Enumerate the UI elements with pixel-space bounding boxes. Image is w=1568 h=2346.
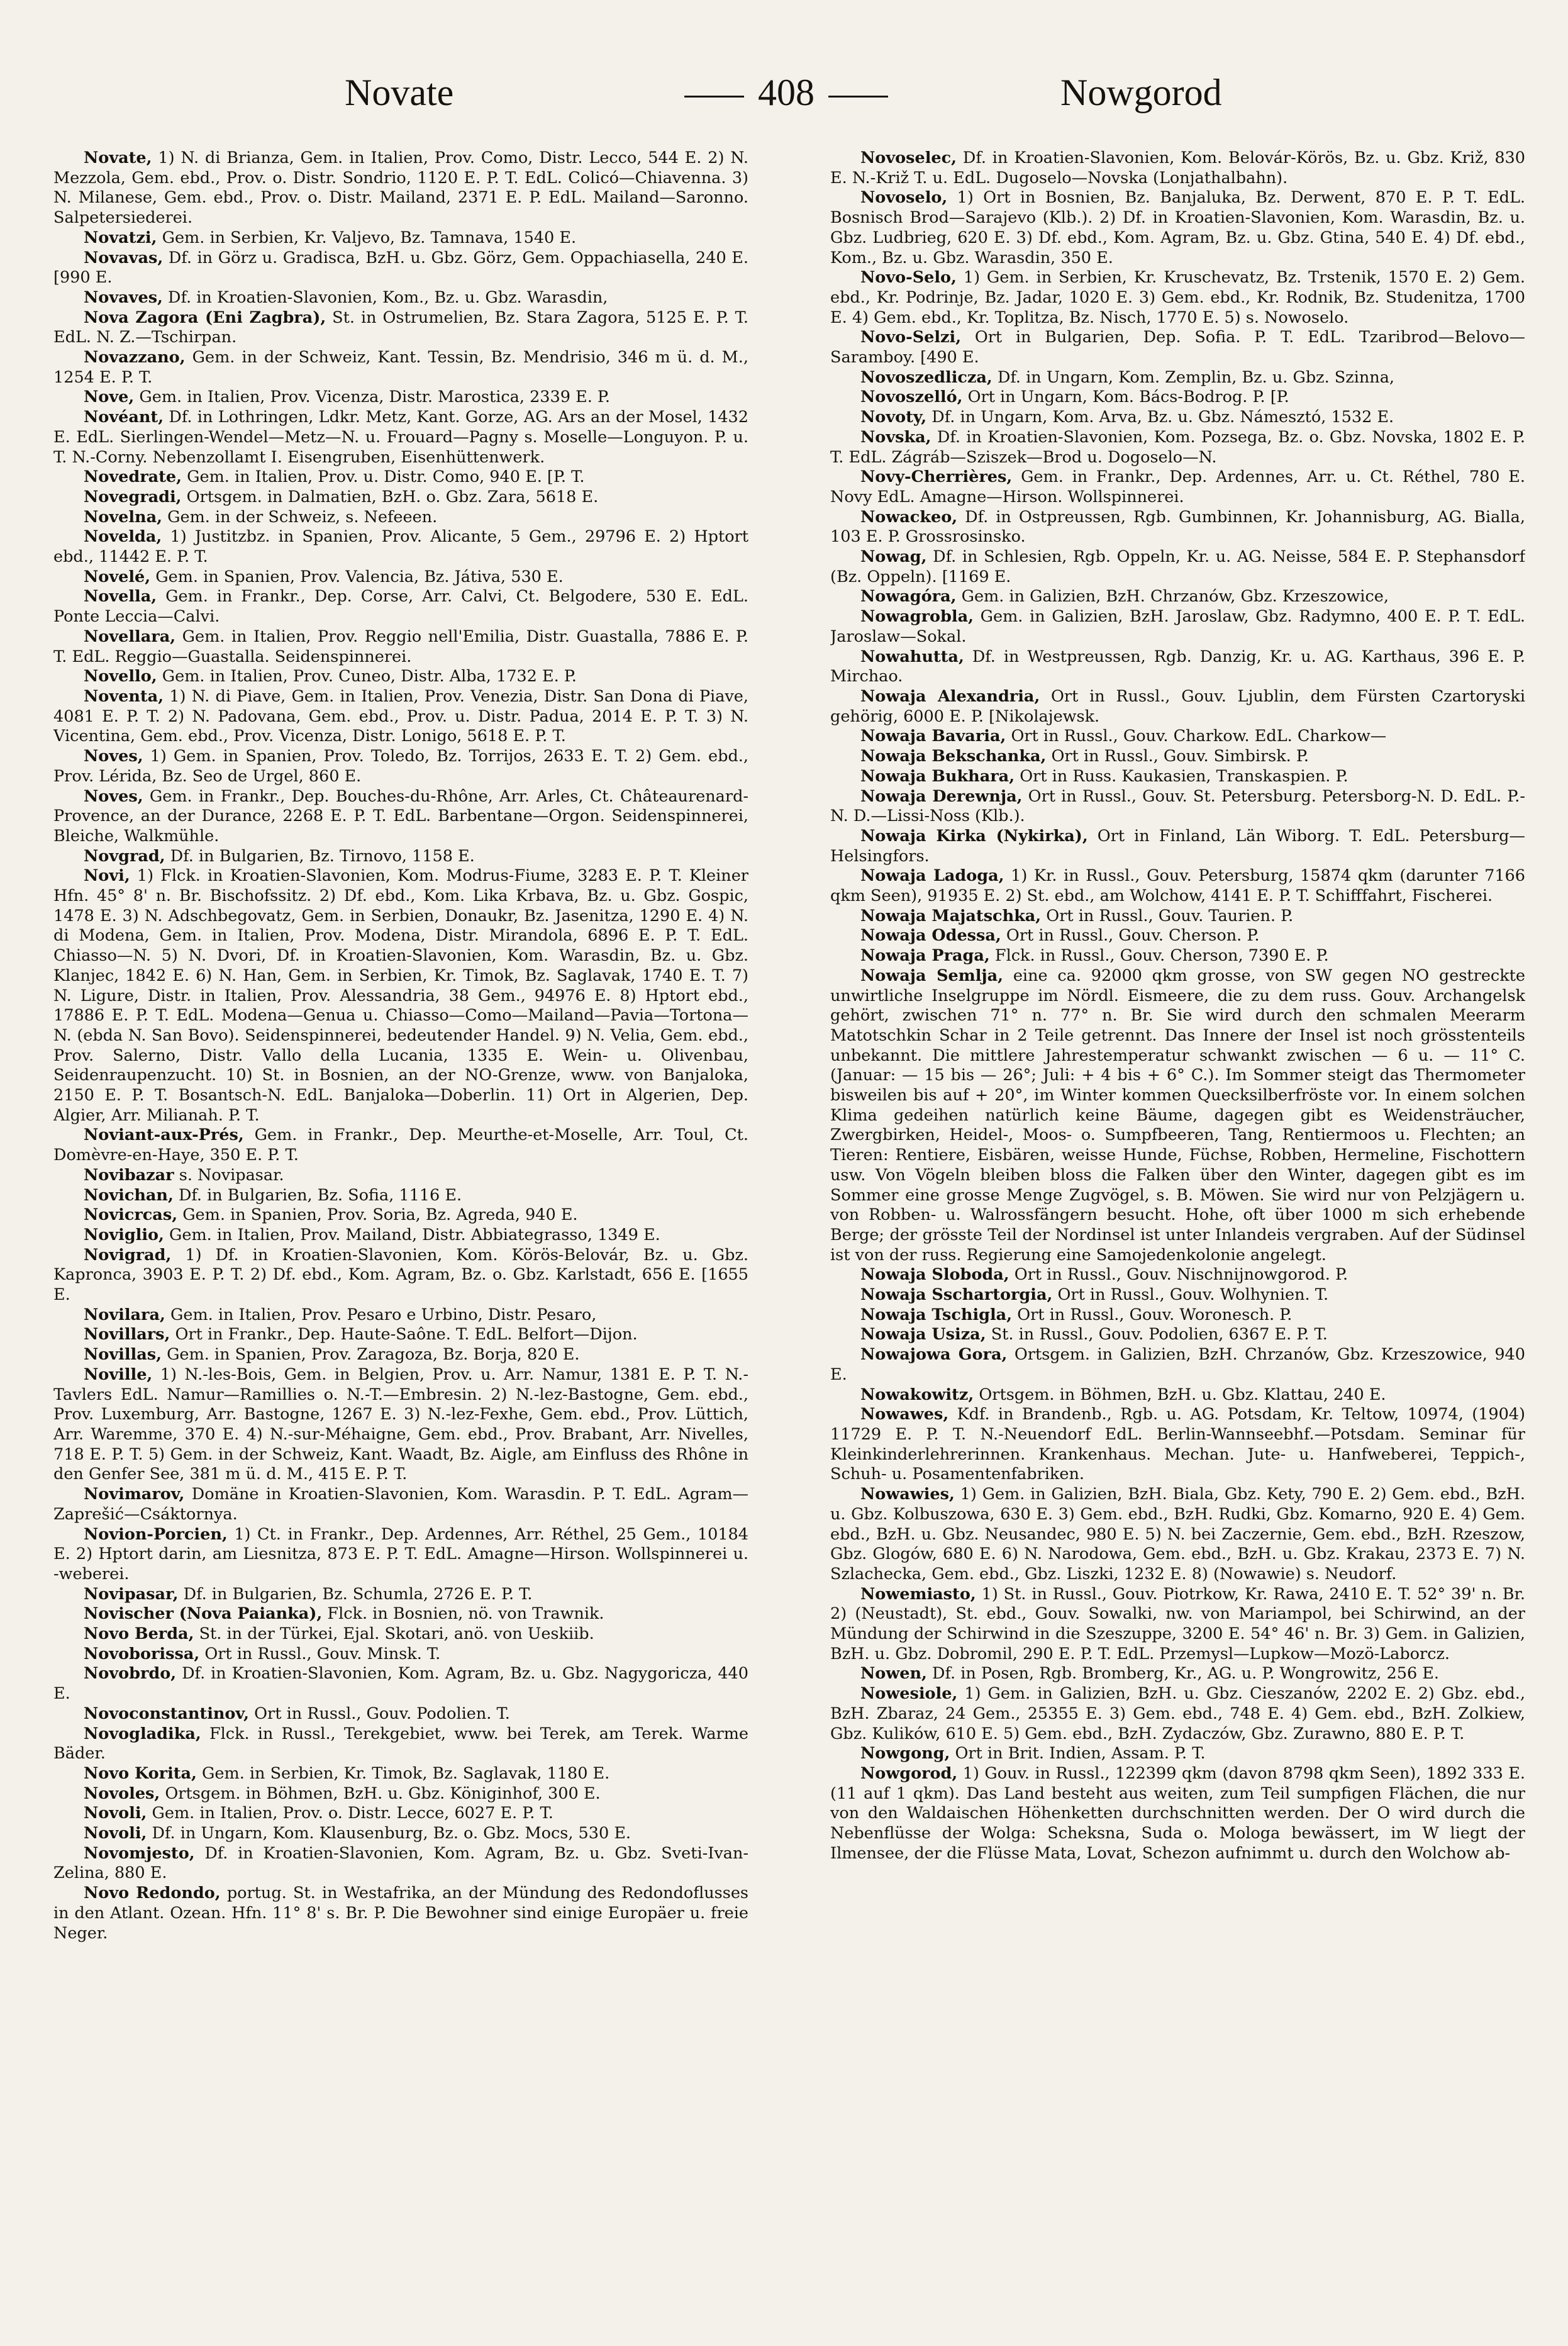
entry-text: Df. in Schlesien, Rgb. Oppeln, Kr. u. AG. Neisse, 584 E. P. Stephansdorf (Bz. Oppeln). [1169 E. [830,547,1525,586]
gazetteer-entry [53,1645,748,1665]
entry-text: Ort in Russl., Gouv. Woronesch. P. [1017,1305,1293,1324]
entry-headword: Nowaja Odessa, [860,926,1001,946]
gazetteer-entry [830,866,1525,906]
entry-headword: Novoli, [84,1824,147,1843]
gazetteer-entry [53,1325,748,1345]
gazetteer-entry [830,926,1525,946]
entry-headword: Nowahutta, [860,647,964,666]
entry-text: Gem. in Galizien, BzH. Jaroslaw, Gbz. Radymno, 400 E. P. T. EdL. Jaroslaw—Sokal. [830,607,1525,646]
entry-headword: Nowakowitz, [860,1385,974,1404]
entry-text: St. in Russl., Gouv. Podolien, 6367 E. P. T. [991,1325,1328,1344]
left-column [53,148,748,2313]
entry-headword: Novello, [84,667,157,686]
gazetteer-entry [53,288,748,308]
entry-text: Df. in Görz u. Gradisca, BzH. u. Gbz. Görz, Gem. Oppachiasella, 240 E. [990 E. [53,248,748,288]
entry-headword: Nowaja Ladoga, [860,866,1004,886]
gazetteer-entry [53,667,748,687]
entry-text: Ort in Russl., Gouv. St. Petersburg. Petersborg-N. D. EdL. P.-N. D.—Lissi-Noss (Klb.). [830,786,1525,826]
gazetteer-entry [53,1585,748,1605]
entry-headword: Novedrate, [84,467,182,487]
gazetteer-entry [53,508,748,528]
entry-text: 1) N.-les-Bois, Gem. in Belgien, Prov. u. Arr. Namur, 1381 E. P. T. N.-Tavlers EdL. Namur—Ramillies o. N.-T.—Embresin. 2) N.-lez-Bastogne, Gem. ebd., Prov. Luxemburg, Arr. Bastogne, 1267 E. 3) N.-lez-Fexhe, Gem. ebd., Prov. Lüttich, Arr. Waremme, 370 E. 4) N.-sur-Méhaigne, Gem. ebd., Prov. Brabant, Arr. Nivelles, 718 E. P. T. 5) Gem. in der Schweiz, Kant. Waadt, Bz. Aigle, am Einfluss des Rhône in den Genfer See, 381 m ü. d. M., 415 E. P. T. [53,1365,748,1484]
entry-text: Gem. in Spanien, Prov. Zaragoza, Bz. Borja, 820 E. [167,1345,580,1365]
gazetteer-entry [53,1166,748,1186]
gazetteer-entry [53,567,748,588]
gazetteer-entry [53,627,748,667]
entry-text: 1) Gem. in Serbien, Kr. Kruschevatz, Bz. Trstenik, 1570 E. 2) Gem. ebd., Kr. Podrinje, Bz. Jadar, 1020 E. 3) Gem. ebd., Kr. Rodnik, Bz. Studenitza, 1700 E. 4) Gem. ebd., Kr. Toplitza, Bz. Nisch, 1770 E. 5) s. Nowoselo. [830,268,1525,327]
gazetteer-entry [830,428,1525,467]
entry-headword: Novillars, [84,1325,170,1344]
entry-headword: Novoszelló, [860,388,963,407]
right-column [830,148,1525,2313]
entry-headword: Noves, [84,747,143,766]
gazetteer-entry [830,1684,1525,1744]
entry-text: Df. in Posen, Rgb. Bromberg, Kr., AG. u. P. Wongrowitz, 256 E. [932,1664,1440,1684]
entry-text: 1) Kr. in Russl., Gouv. Petersburg, 15874 qkm (darunter 7166 qkm Seen), 91935 E. 2) St. ebd., am Wolchow, 4141 E. P. T. Schifffahrt, Fischerei. [830,866,1525,906]
entry-headword: Nowajowa Gora, [860,1345,1008,1365]
entry-text: Gem. in Italien, Prov. u. Distr. Como, 940 E. [P. T. [187,467,585,487]
entry-headword: Noviant-aux-Prés, [84,1126,244,1145]
gazetteer-entry [830,587,1525,607]
entry-text: Gem. in Serbien, Kr. Valjevo, Bz. Tamnava, 1540 E. [162,228,577,247]
gazetteer-entry [53,1884,748,1943]
header-page-number-group [629,58,943,127]
gazetteer-entry [53,1246,748,1305]
entry-text: 1) Ort in Bosnien, Bz. Banjaluka, Bz. Derwent, 870 E. P. T. EdL. Bosnisch Brod—Sarajevo (Klb.). 2) Df. in Kroatien-Slavonien, Kom. Warasdin, Bz. u. Gbz. Ludbrieg, 620 E. 3) Df. ebd., Kom. Agram, Bz. u. Gbz. Gtina, 540 E. 4) Df. ebd., Kom., Bz. u. Gbz. Warasdin, 350 E. [830,188,1525,267]
gazetteer-entry [830,368,1525,388]
entry-text: Gem. in Italien, Prov. Pesaro e Urbino, Distr. Pesaro, [170,1305,597,1324]
entry-text: 1) Gouv. in Russl., 122399 qkm (davon 8798 qkm Seen), 1892 333 E. (11 auf 1 qkm). Das Land besteht aus weiten, zum Teil sumpfigen Flächen, die nur von den Waldaischen Höhenketten durchschnitten werden. Der O wird durch die Nebenflüsse der Wolga: Scheksna, Suda o. Mologa bewässert, im W liegt der Ilmensee, der die Flüsse Mata, Lovat, Schezon aufnimmt u. durch den Wolchow ab- [830,1763,1525,1863]
entry-text: Gem. in der Schweiz, s. Nefeeen. [167,507,438,527]
gazetteer-entry [53,1186,748,1206]
gazetteer-entry [53,1226,748,1246]
entry-headword: Nowawes, [860,1405,949,1424]
entry-headword: Novoles, [84,1784,160,1803]
entry-headword: Novo-Selzi, [860,328,962,347]
gazetteer-entry [830,547,1525,587]
entry-headword: Nowgong, [860,1744,950,1763]
entry-text: 1) N. di Piave, Gem. in Italien, Prov. Venezia, Distr. San Dona di Piave, 4081 E. P. T. 2) N. Padovana, Gem. ebd., Prov. u. Distr. Padua, 2014 E. P. T. 3) N. Vicentina, Gem. ebd., Prov. Vicenza, Distr. Lonigo, 5618 E. P. T. [53,686,748,746]
entry-headword: Novischer (Nova Paianka), [84,1604,323,1624]
entry-headword: Nova Zagora (Eni Zagbra), [84,308,326,327]
entry-text: Gem. in Serbien, Kr. Timok, Bz. Saglavak, 1180 E. [202,1763,610,1783]
gazetteer-entry [53,1604,748,1624]
gazetteer-entry [830,1385,1525,1405]
entry-text: Df. in Bulgarien, Bz. Schumla, 2726 E. P. T. [183,1584,533,1604]
gazetteer-entry [830,508,1525,547]
entry-text: Gem. in Galizien, BzH. Chrzanów, Gbz. Krzeszowice, [961,587,1389,606]
gazetteer-entry [830,188,1525,268]
entry-headword: Novillas, [84,1345,162,1365]
entry-headword: Nowaja Bavaria, [860,727,1006,746]
gazetteer-entry [53,308,748,348]
entry-text: Ort in Russl., Gouv. Taurien. P. [1046,906,1294,925]
entry-text: Ort in Bulgarien, Dep. Sofia. P. T. EdL. Tzaribrod—Belovo—Saramboy. [490 E. [830,328,1525,367]
gazetteer-entry [830,408,1525,428]
header-right-word: Nowgorod [1060,72,1222,113]
gazetteer-entry [53,408,748,467]
gazetteer-entry [830,1764,1525,1864]
entry-headword: Novo-Selo, [860,268,957,288]
gazetteer-entry [830,388,1525,408]
gazetteer-entry [53,1704,748,1724]
entry-text: Flck. in Russl., Terekgebiet, www. bei Terek, am Terek. Warme Bäder. [53,1724,748,1763]
entry-headword: Novilara, [84,1305,165,1324]
gazetteer-entry [830,1664,1525,1684]
gazetteer-entry [53,1205,748,1226]
entry-text: 1) Gem. in Galizien, BzH. Biala, Gbz. Kety, 790 E. 2) Gem. ebd., BzH. u. Gbz. Kolbuszowa, 630 E. 3) Gem. ebd., BzH. Rudki, Gbz. Komarno, 920 E. 4) Gem. ebd., BzH. u. Gbz. Neusandec, 980 E. 5) N. bei Zaczernie, Gem. ebd., BzH. Rzeszow, Gbz. Glogów, 680 E. 6) N. Narodowa, Gem. ebd., BzH. u. Gbz. Krakau, 2373 E. 7) N. Szlachecka, Gem. ebd., Gbz. Liszki, 1232 E. 8) (Nowawie) s. Neudorf. [830,1485,1525,1584]
entry-text: 1) Gem. in Galizien, BzH. u. Gbz. Cieszanów, 2202 E. 2) Gbz. ebd., BzH. Zbaraz, 24 Gem., 25355 E. 3) Gem. ebd., 748 E. 4) Gem. ebd., BzH. Zolkiew, Gbz. Kulików, 610 E. 5) Gem. ebd., BzH. Zydaczów, Gbz. Zurawno, 880 E. P. T. [830,1684,1525,1743]
entry-headword: Novelna, [84,507,162,527]
entry-text: Gem. in Spanien, Prov. Valencia, Bz. Játiva, 530 E. [155,567,564,586]
gazetteer-entry [53,1345,748,1365]
entry-text: Ortsgem. in Böhmen, BzH. u. Gbz. Klattau, 240 E. [979,1385,1386,1404]
entry-headword: Novavas, [84,248,164,267]
gazetteer-entry [53,488,748,508]
entry-text: Gem. in Frankr., Dep. Corse, Arr. Calvi, Ct. Belgodere, 530 E. EdL. Ponte Leccia—Calvi. [53,587,748,627]
gazetteer-entry [830,148,1525,188]
entry-text: Ort in Russl., Gouv. Minsk. T. [204,1644,441,1663]
entry-headword: Novoszedlicza, [860,367,993,387]
gazetteer-entry [53,1126,748,1165]
entry-headword: Novgrad, [84,846,165,866]
gazetteer-entry [830,1744,1525,1764]
entry-text: Gem. in Italien, Prov. Mailand, Distr. Abbiategrasso, 1349 E. [169,1225,660,1244]
gazetteer-entry [830,767,1525,787]
entry-headword: Novéant, [84,408,164,427]
entry-headword: Novska, [860,427,931,447]
entry-text: 1) Gem. in Spanien, Prov. Toledo, Bz. Torrijos, 2633 E. T. 2) Gem. ebd., Prov. Lérida, Bz. Seo de Urgel, 860 E. [53,747,748,786]
entry-headword: Novoselec, [860,148,957,167]
entry-headword: Novimarov, [84,1485,185,1504]
gazetteer-entry [830,1265,1525,1285]
entry-text: Df. in Ungarn, Kom. Arva, Bz. u. Gbz. Námesztó, 1532 E. [931,408,1394,427]
gazetteer-entry [53,1824,748,1844]
entry-text: Df. in Kroatien-Slavonien, Kom., Bz. u. Gbz. Warasdin, [168,288,608,307]
entry-text: St. in der Türkei, Ejal. Skotari, anö. von Ueskiib. [199,1624,594,1644]
entry-headword: Nowesiole, [860,1684,958,1704]
entry-headword: Novoli, [84,1804,147,1823]
entry-headword: Novellara, [84,627,176,646]
entry-headword: Nowaja Kirka (Nykirka), [860,826,1088,846]
entry-headword: Novomjesto, [84,1843,195,1863]
entry-text: Df. in Bulgarien, Bz. Sofia, 1116 E. [178,1185,462,1205]
entry-headword: Novichan, [84,1185,174,1205]
entry-text: St. in Ostrumelien, Bz. Stara Zagora, 5125 E. P. T. EdL. N. Z.—Tschirpan. [53,308,748,347]
gazetteer-entry [53,1664,748,1704]
gazetteer-entry [830,1405,1525,1485]
entry-text: 1) Flck. in Kroatien-Slavonien, Kom. Modrus-Fiume, 3283 E. P. T. Kleiner Hfn. 45° 8' n. Br. Bischofssitz. 2) Df. ebd., Kom. Lika Krbava, Bz. u. Gbz. Gospic, 1478 E. 3) N. Adschbegovatz, Gem. in Serbien, Donaukr, Bz. Jasenitza, 1290 E. 4) N. di Modena, Gem. in Italien, Prov. Modena, Distr. Mirandola, 6896 E. P. T. EdL. Chiasso—N. 5) N. Dvori, Df. in Kroatien-Slavonien, Kom. Warasdin, Bz. u. Gbz. Klanjec, 1842 E. 6) N. Han, Gem. in Serbien, Kr. Timok, Bz. Saglavak, 1740 E. T. 7) N. Ligure, Distr. in Italien, Prov. Alessandria, 38 Gem., 94976 E. 8) Hptort ebd., 17886 E. P. T. EdL. Modena—Genua u. Chiasso—Como—Mailand—Pavia—Tortona—N. (ebda N. San Bovo). Seidenspinnerei, bedeutender Handel. 9) N. Velia, Gem. ebd., Prov. Salerno, Distr. Vallo della Lucania, 1335 E. Wein- u. Olivenbau, Seidenraupenzucht. 10) St. in Bosnien, an der NO-Grenze, www. von Banjaloka, 2150 E. P. T. Bosantsch-N. EdL. Banjaloka—Doberlin. 11) Ort in Algerien, Dep. Algier, Arr. Milianah. P. T. [53,866,748,1125]
gazetteer-entry [53,228,748,249]
entry-text: Df. in Ungarn, Kom. Zemplin, Bz. u. Gbz. Szinna, [997,367,1395,387]
entry-headword: Nowen, [860,1664,927,1684]
entry-text: s. Novipasar. [179,1165,284,1185]
entry-headword: Novion-Porcien, [84,1524,228,1544]
gazetteer-entry [830,946,1525,966]
gazetteer-entry [830,1485,1525,1585]
gazetteer-entry [830,907,1525,927]
entry-headword: Nowaja Tschigla, [860,1305,1013,1324]
entry-headword: Novoty, [860,408,927,427]
entry-text: Ort in Russl., Gouv. Nischnijnowgorod. P. [1014,1265,1348,1285]
entry-text: Ort in Russ. Kaukasien, Transkaspien. P. [1020,766,1348,786]
entry-headword: Nowagrobla, [860,607,974,627]
page-number: 408 [758,72,815,113]
entry-headword: Nowawies, [860,1485,955,1504]
entry-headword: Nowaja Majatschka, [860,906,1042,925]
gazetteer-entry [830,747,1525,767]
entry-text: Df. in Ostpreussen, Rgb. Gumbinnen, Kr. Johannisburg, AG. Bialla, 103 E. P. Grossrosinsko. [830,507,1525,547]
entry-headword: Novoselo, [860,188,948,208]
gazetteer-entry [830,647,1525,687]
entry-text: Ortsgem. in Böhmen, BzH. u. Gbz. Königinhof, 300 E. [165,1784,601,1803]
entry-text: Flck. in Bosnien, nö. von Trawnik. [327,1604,604,1624]
gazetteer-entry [830,607,1525,647]
gazetteer-entry [830,328,1525,367]
gazetteer-entry [53,747,748,786]
entry-text: Ort in Russl., Gouv. Charkow. EdL. Charkow— [1011,727,1387,746]
gazetteer-entry [53,1784,748,1804]
entry-headword: Novatzi, [84,228,157,247]
entry-text: Ort in Finland, Län Wiborg. T. EdL. Petersburg—Helsingfors. [830,826,1525,866]
gazetteer-entry [830,1585,1525,1665]
entry-text: Df. in Kroatien-Slavonien, Kom. Pozsega, Bz. o. Gbz. Novska, 1802 E. P. T. EdL. Zágráb—Sziszek—Brod u. Dogoselo—N. [830,427,1525,467]
gazetteer-entry [53,388,748,408]
entry-text: Flck. in Russl., Gouv. Cherson, 7390 E. P. [994,946,1329,966]
entry-text: Ort in Frankr., Dep. Haute-Saône. T. EdL. Belfort—Dijon. [175,1325,638,1344]
entry-text: Gem. in Frankr., Dep. Bouches-du-Rhône, Arr. Arles, Ct. Châteaurenard-Provence, an der Durance, 2268 E. P. T. EdL. Barbentane—Orgon. Seidenspinnerei, Bleiche, Walkmühle. [53,786,748,846]
entry-headword: Novate, [84,148,152,167]
entry-headword: Noventa, [84,686,164,706]
entry-text: Df. in Kroatien-Slavonien, Kom. Agram, Bz. u. Gbz. Sveti-Ivan-Zelina, 880 E. [53,1843,748,1883]
entry-headword: Nowaja Bekschanka, [860,747,1047,766]
entry-text: 1) Df. in Kroatien-Slavonien, Kom. Körös-Belovár, Bz. u. Gbz. Kapronca, 3903 E. P. T. 2) Df. ebd., Kom. Agram, Bz. o. Gbz. Karlstadt, 656 E. [1655 E. [53,1245,748,1305]
entry-text: Df. in Bulgarien, Bz. Tirnovo, 1158 E. [170,846,475,866]
running-header [0,58,1568,127]
entry-headword: Novogladika, [84,1724,201,1743]
entry-text: Kdf. in Brandenb., Rgb. u. AG. Potsdam, Kr. Teltow, 10974, (1904) 11729 E. P. T. N.-Neuendorf EdL. Berlin-Wannseebhf.—Potsdam. Seminar für Kleinkinderlehrerinnen. Krankenhaus. Mechan. Jute- u. Hanfweberei, Teppich-, Schuh- u. Posamentenfabriken. [830,1405,1525,1484]
entry-text: Df. in Lothringen, Ldkr. Metz, Kant. Gorze, AG. Ars an der Mosel, 1432 E. EdL. Sierlingen-Wendel—Metz—N. u. Frouard—Pagny s. Moselle—Longuyon. P. u. T. N.-Corny. Nebenzollamt I. Eisengruben, Eisenhüttenwerk. [53,408,748,467]
entry-text: Gem. in Italien, Prov. o. Distr. Lecce, 6027 E. P. T. [152,1804,553,1823]
gazetteer-entry [53,866,748,1126]
entry-headword: Nowaja Sloboda, [860,1265,1009,1285]
entry-text: Gem. in Italien, Prov. Cuneo, Distr. Alba, 1732 E. P. [162,667,577,686]
entry-headword: Nowagóra, [860,587,957,606]
entry-text: 1) Justitzbz. in Spanien, Prov. Alicante, 5 Gem., 29796 E. 2) Hptort ebd., 11442 E. P. T. [53,527,748,567]
gazetteer-entry [53,1764,748,1784]
gazetteer-entry [53,249,748,288]
entry-headword: Novicrcas, [84,1205,178,1225]
entry-text: Ort in Russl., Gouv. Ljublin, dem Fürsten Czartoryski gehörig, 6000 E. P. [Nikolajewsk. [830,686,1525,726]
gazetteer-entry [830,268,1525,328]
entry-headword: Nowaja Bukhara, [860,766,1015,786]
entry-headword: Novo Korita, [84,1763,197,1783]
entry-text: Ort in Brit. Indien, Assam. P. T. [955,1744,1206,1763]
entry-text: Ort in Russl., Gouv. Podolien. T. [254,1704,510,1723]
entry-headword: Noville, [84,1365,153,1384]
gazetteer-entry [53,1305,748,1326]
entry-headword: Novobrdo, [84,1664,177,1684]
entry-headword: Novo Redondo, [84,1884,221,1903]
entry-headword: Nowaja Praga, [860,946,990,966]
entry-text: Ort in Russl., Gouv. Wolhynien. T. [1057,1285,1329,1305]
gazetteer-entry [53,348,748,388]
entry-text: Gem. in Italien, Prov. Reggio nell'Emilia, Distr. Guastalla, 7886 E. P. T. EdL. Reggio—Guastalla. Seidenspinnerei. [53,627,748,666]
entry-text: Df. in Westpreussen, Rgb. Danzig, Kr. u. AG. Karthaus, 396 E. P. Mirchao. [830,647,1525,686]
entry-headword: Nowag, [860,547,927,567]
gazetteer-entry [830,467,1525,507]
gazetteer-entry [830,727,1525,747]
entry-text: 1) St. in Russl., Gouv. Piotrkow, Kr. Rawa, 2410 E. T. 52° 39' n. Br. 2) (Neustadt), St. ebd., Gouv. Sowalki, nw. von Mariampol, bei Schirwind, an der Mündung der Schirwind in die Szeszuppe, 3200 E. 54° 46' n. Br. 3) Gem. in Galizien, BzH. u. Gbz. Dobromil, 290 E. P. T. EdL. Przemysl—Lupkow—Mozö-Laborcz. [830,1584,1525,1663]
gazetteer-entry [53,587,748,627]
entry-text: 1) N. di Brianza, Gem. in Italien, Prov. Como, Distr. Lecco, 544 E. 2) N. Mezzola, Gem. ebd., Prov. o. Distr. Sondrio, 1120 E. P. T. EdL. Colicó—Chiavenna. 3) N. Milanese, Gem. ebd., Prov. o. Distr. Mailand, 2371 E. P. EdL. Mailand—Saronno. Salpetersiederei. [53,148,748,228]
entry-headword: Novy-Cherrières, [860,467,1013,487]
entry-headword: Novegradi, [84,487,182,506]
entry-text: Gem. in Italien, Prov. Vicenza, Distr. Marostica, 2339 E. P. [139,388,611,407]
gazetteer-entry [830,1305,1525,1326]
entry-headword: Nowaja Derewnja, [860,786,1023,806]
entry-headword: Noviglio, [84,1225,164,1244]
entry-headword: Nove, [84,388,135,407]
gazetteer-entry [53,1365,748,1485]
gazetteer-entry [53,687,748,747]
entry-text: Ort in Russl., Gouv. Cherson. P. [1006,926,1260,946]
entry-text: Gem. in Spanien, Prov. Soria, Bz. Agreda, 940 E. [182,1205,578,1225]
gazetteer-entry [830,827,1525,866]
entry-text: 1) Ct. in Frankr., Dep. Ardennes, Arr. Réthel, 25 Gem., 10184 E. 2) Hptort darin, am Liesnitza, 873 E. P. T. EdL. Amagne—Hirson. Wollspinnerei u. -weberei. [53,1524,748,1584]
gazetteer-entry [53,527,748,567]
gazetteer-entry [53,1525,748,1585]
gazetteer-entry [830,687,1525,727]
entry-headword: Novelé, [84,567,151,586]
gazetteer-entry [830,1345,1525,1385]
entry-headword: Novoconstantinov, [84,1704,250,1723]
entry-headword: Novaves, [84,288,163,307]
entry-headword: Nowaja Usiza, [860,1325,986,1344]
header-dash-right [828,96,888,98]
gazetteer-entry [53,847,748,867]
entry-headword: Noves, [84,786,143,806]
entry-headword: Novoborissa, [84,1644,200,1663]
gazetteer-entry [53,1844,748,1884]
entry-headword: Novi, [84,866,130,886]
entry-headword: Novelda, [84,527,162,547]
gazetteer-entry [53,1485,748,1524]
entry-headword: Novella, [84,587,157,606]
gazetteer-entry [830,1325,1525,1345]
gazetteer-entry [53,1724,748,1764]
gazetteer-entry [830,787,1525,827]
entry-text: Gem. in Frankr., Dep. Meurthe-et-Moselle, Arr. Toul, Ct. Domèvre-en-Haye, 350 E. P. T. [53,1126,748,1165]
entry-text: Domäne in Kroatien-Slavonien, Kom. Warasdin. P. T. EdL. Agram—Zaprešić—Csáktornya. [53,1485,748,1524]
entry-text: portug. St. in Westafrika, an der Mündung des Redondoflusses in den Atlant. Ozean. Hfn. 11° 8' s. Br. P. Die Bewohner sind einige Europäer u. freie Neger. [53,1884,748,1943]
gazetteer-entry [53,787,748,847]
gazetteer-entry [830,1285,1525,1305]
entry-text: Ort in Ungarn, Kom. Bács-Bodrog. P. [P. [967,388,1289,407]
entry-headword: Novigrad, [84,1245,172,1265]
entry-text: Gem. in Frankr., Dep. Ardennes, Arr. u. Ct. Réthel, 780 E. Novy EdL. Amagne—Hirson. Wollspinnerei. [830,467,1525,506]
entry-headword: Nowaja Semlja, [860,966,1004,985]
gazetteer-entry [53,1804,748,1824]
gazetteer-entry [830,966,1525,1266]
entry-text: Ortsgem. in Dalmatien, BzH. o. Gbz. Zara, 5618 E. [186,487,599,506]
header-left-word: Novate [345,72,454,113]
entry-text: Ort in Russl., Gouv. Simbirsk. P. [1051,747,1309,766]
entry-text: Df. in Ungarn, Kom. Klausenburg, Bz. o. Gbz. Mocs, 530 E. [152,1824,631,1843]
entry-text: Gem. in der Schweiz, Kant. Tessin, Bz. Mendrisio, 346 m ü. d. M., 1254 E. P. T. [53,348,748,387]
entry-text: Ortsgem. in Galizien, BzH. Chrzanów, Gbz. Krzeszowice, 940 E. [830,1345,1525,1384]
gazetteer-entry [53,1624,748,1645]
entry-headword: Novazzano, [84,348,186,367]
entry-headword: Nowgorod, [860,1763,958,1783]
entry-headword: Nowaja Sschartorgia, [860,1285,1053,1305]
entry-text: eine ca. 92000 qkm grosse, von SW gegen NO gestreckte unwirtliche Inselgruppe im Nördl. Eismeere, die zu dem russ. Gouv. Archangelsk gehört, zwischen 71° n. 77° n. Br. Sie wird durch den schmalen Meerarm Matotschkin Schar in 2 Teile getrennt. Das Innere der Insel ist noch grösstenteils unbekannt. Die mittlere Jahrestemperatur schwankt zwischen — 6 u. — 11° C. (Januar: — 15 bis — 26°; Juli: + 4 bis + 6° C.). Im Sommer steigt das Thermometer bisweilen bis auf + 20°, im Winter kommen Quecksilberfröste vor. In einem solchen Klima gedeihen natürlich keine Bäume, dagegen gibt es Weidensträucher, Zwergbirken, Heidel-, Moos- o. Sumpfbeeren, Tang, Rentiermoos u. Flechten; an Tieren: Rentiere, Eisbären, weisse Hunde, Füchse, Robben, Hermeline, Fischottern usw. Von Vögeln bleiben bloss die Falken über den Winter, dagegen gibt es im Sommer eine grosse Menge Zugvögel, s. B. Möwen. Sie wird nur von Pelzjägern u. von Robben- u. Walrossfängern besucht. Hohe, oft über 1000 m sich erhebende Berge; der grösste Teil der Nordinsel ist unter Inlandeis vergraben. Auf der Südinsel ist von der russ. Regierung eine Samojedenkolonie angelegt. [830,966,1525,1265]
entry-headword: Nowemiasto, [860,1584,976,1604]
entry-headword: Novibazar [84,1165,174,1185]
gazetteer-entry [53,467,748,488]
entry-headword: Novipasar, [84,1584,179,1604]
header-dash-left [684,96,744,98]
entry-headword: Novo Berda, [84,1624,194,1644]
entry-headword: Nowackeo, [860,507,958,527]
entry-headword: Nowaja Alexandria, [860,686,1040,706]
gazetteer-entry [53,148,748,228]
entry-text: Df. in Kroatien-Slavonien, Kom. Belovár-Körös, Bz. u. Gbz. Križ, 830 E. N.-Križ T. u. EdL. Dugoselo—Novska (Lonjathalbahn). [830,148,1525,187]
entry-text: Df. in Kroatien-Slavonien, Kom. Agram, Bz. u. Gbz. Nagygoricza, 440 E. [53,1664,748,1704]
